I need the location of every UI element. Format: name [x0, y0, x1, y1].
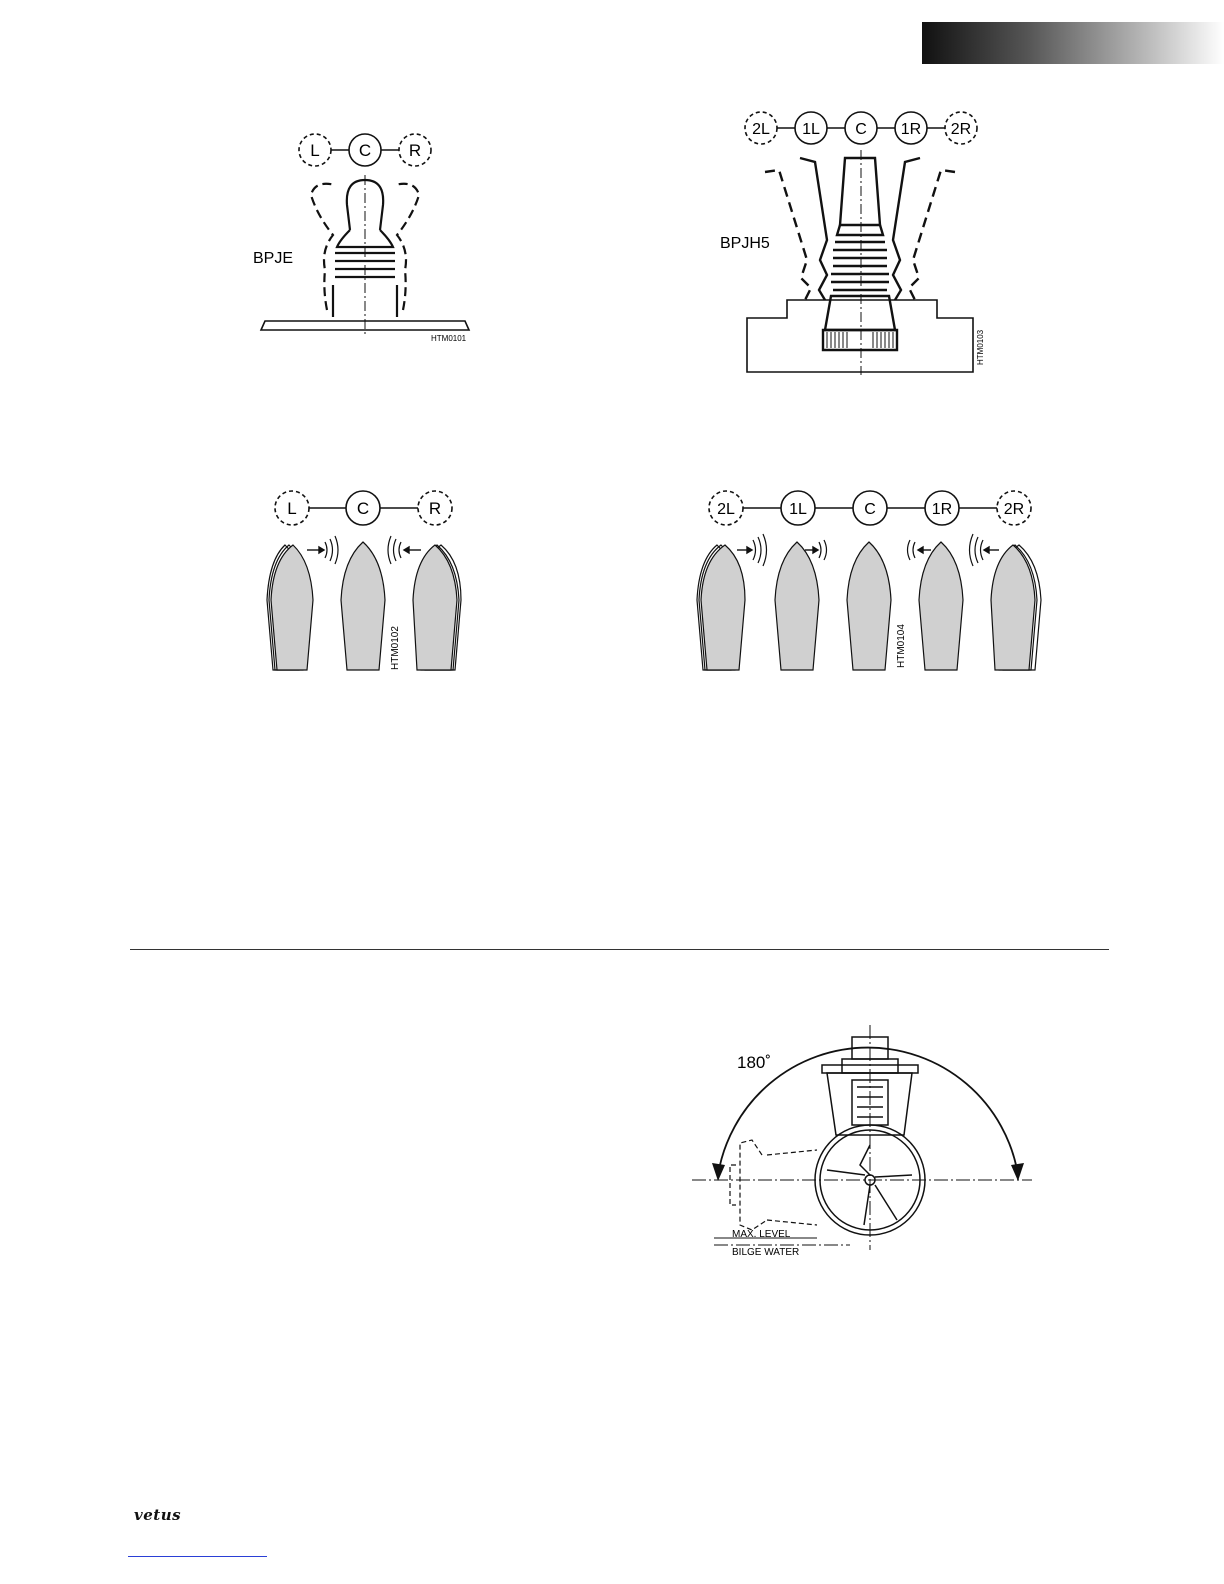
- boats5-pos-1: 1L: [789, 501, 807, 518]
- boats5-pos-2: C: [864, 501, 876, 518]
- section-divider: [130, 949, 1109, 950]
- bpjh5-pos-4: 2R: [950, 121, 972, 138]
- bpje-pos-1: C: [358, 141, 372, 160]
- boats-5-position-figure: [693, 490, 1048, 685]
- thruster-level-line2: BILGE WATER: [732, 1247, 800, 1258]
- thruster-level-line1: MAX. LEVEL: [732, 1229, 791, 1240]
- bpjh5-code: HTM0103: [976, 329, 985, 365]
- brand-logo: vetus: [134, 1506, 182, 1524]
- boats3-pos-2: R: [428, 499, 442, 518]
- bpjh5-pos-1: 1L: [802, 121, 820, 138]
- boats5-pos-4: 2R: [1003, 501, 1025, 518]
- footer-link-underline[interactable]: [128, 1556, 267, 1557]
- header-tab-gradient: [922, 22, 1224, 64]
- boats-3-position-figure: [255, 490, 475, 685]
- boats3-pos-1: C: [356, 499, 370, 518]
- bpjh5-joystick-figure: [715, 110, 1000, 375]
- bpje-pos-0: L: [310, 141, 320, 160]
- bpjh5-pos-0: 2L: [752, 121, 770, 138]
- bpjh5-pos-3: 1R: [900, 121, 922, 138]
- thruster-rotation-figure: [692, 1025, 1037, 1265]
- boats5-pos-0: 2L: [717, 501, 735, 518]
- boats3-pos-0: L: [287, 499, 297, 518]
- bpje-model-label: BPJE: [253, 250, 294, 267]
- bpje-joystick-figure: [255, 125, 475, 350]
- bpjh5-pos-2: C: [855, 121, 867, 138]
- bpje-code: HTM0101: [431, 334, 467, 343]
- boats5-code: HTM0104: [896, 624, 907, 668]
- boats3-code: HTM0102: [390, 626, 401, 670]
- bpjh5-model-label: BPJH5: [720, 235, 770, 252]
- bpje-pos-2: R: [408, 141, 422, 160]
- thruster-angle: 180˚: [737, 1053, 772, 1072]
- boats5-pos-3: 1R: [931, 501, 953, 518]
